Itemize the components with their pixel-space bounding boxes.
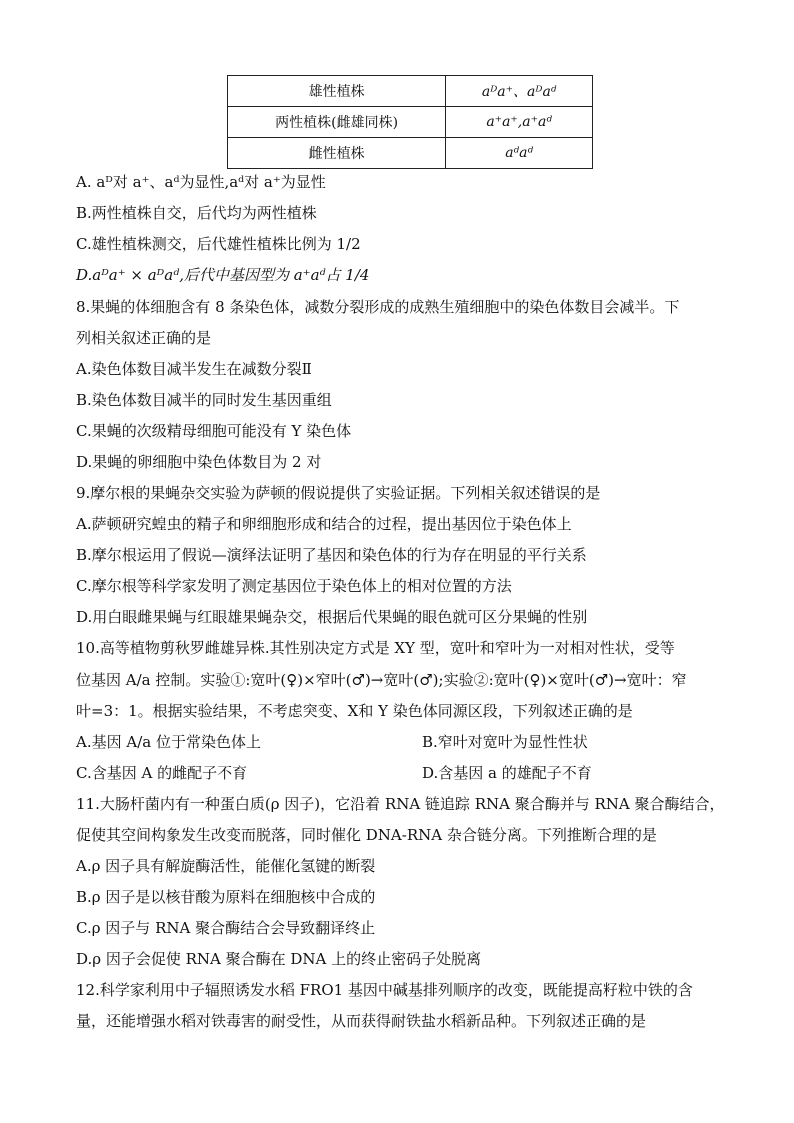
- q9-option-d: D.用白眼雌果蝇与红眼雄果蝇杂交，根据后代果蝇的眼色就可区分果蝇的性别: [76, 608, 588, 626]
- q10-option-b: B.窄叶对宽叶为显性性状: [422, 733, 588, 751]
- table-row: [228, 76, 593, 107]
- table-row: [228, 138, 593, 169]
- table-cell: 雄性植株: [228, 76, 446, 107]
- q10-option-c: C.含基因 A 的雌配子不育: [76, 764, 248, 782]
- q11-stem-line2: 促使其空间构象发生改变而脱落，同时催化 DNA-RNA 杂合链分离。下列推断合理的是: [76, 826, 657, 844]
- q7-option-d: D.aᴰa⁺ × aᴰaᵈ,后代中基因型为 a⁺aᵈ占 1/4: [76, 266, 370, 284]
- q10-stem-line2: 位基因 A/a 控制。实验①:宽叶(♀)×窄叶(♂)→宽叶(♂);实验②:宽叶(♀)×宽叶(♂)→宽叶：窄: [76, 671, 687, 689]
- q11-option-d: D.ρ 因子会促使 RNA 聚合酶在 DNA 上的终止密码子处脱离: [76, 950, 482, 968]
- table-cell: a⁺a⁺,a⁺aᵈ: [446, 107, 593, 138]
- q10-option-a: A.基因 A/a 位于常染色体上: [76, 733, 261, 751]
- q7-option-a: A. aᴰ对 a⁺、aᵈ为显性,aᵈ对 a⁺为显性: [76, 173, 326, 191]
- table-cell: 两性植株(雌雄同株): [228, 107, 446, 138]
- q11-option-b: B.ρ 因子是以核苷酸为原料在细胞核中合成的: [76, 888, 376, 906]
- q8-stem-line2: 列相关叙述正确的是: [76, 329, 212, 347]
- table-cell: aᵈaᵈ: [446, 138, 593, 169]
- q8-option-c: C.果蝇的次级精母细胞可能没有 Y 染色体: [76, 422, 352, 440]
- q8-option-d: D.果蝇的卵细胞中染色体数目为 2 对: [76, 453, 322, 471]
- q9-option-b: B.摩尔根运用了假说—演绎法证明了基因和染色体的行为存在明显的平行关系: [76, 546, 587, 564]
- q8-option-b: B.染色体数目减半的同时发生基因重组: [76, 391, 332, 409]
- q7-option-b: B.两性植株自交，后代均为两性植株: [76, 204, 317, 222]
- table-cell: aᴰa⁺、aᴰaᵈ: [446, 76, 593, 107]
- q8-option-a: A.染色体数目减半发生在减数分裂Ⅱ: [76, 360, 312, 378]
- q12-stem-line2: 量，还能增强水稻对铁毒害的耐受性，从而获得耐铁盐水稻新品种。下列叙述正确的是: [76, 1012, 647, 1030]
- q12-stem-line1: 12.科学家利用中子辐照诱发水稻 FRO1 基因中碱基排列顺序的改变，既能提高籽粒中铁的含: [76, 981, 693, 999]
- q11-option-c: C.ρ 因子与 RNA 聚合酶结合会导致翻译终止: [76, 919, 376, 937]
- q9-stem: 9.摩尔根的果蝇杂交实验为萨顿的假说提供了实验证据。下列相关叙述错误的是: [76, 484, 601, 502]
- q8-stem-line1: 8.果蝇的体细胞含有 8 条染色体，减数分裂形成的成熟生殖细胞中的染色体数目会减半。下: [76, 298, 680, 316]
- table-row: [228, 107, 593, 138]
- q11-option-a: A.ρ 因子具有解旋酶活性，能催化氢键的断裂: [76, 857, 376, 875]
- q11-stem-line1: 11.大肠杆菌内有一种蛋白质(ρ 因子)，它沿着 RNA 链追踪 RNA 聚合酶并与 RNA 聚合酶结合，: [76, 795, 725, 813]
- q7-option-c: C.雄性植株测交，后代雄性植株比例为 1/2: [76, 235, 361, 253]
- q10-stem-line1: 10.高等植物剪秋罗雌雄异株.其性别决定方式是 XY 型，宽叶和窄叶为一对相对性状，受等: [76, 639, 675, 657]
- q9-option-a: A.萨顿研究蝗虫的精子和卵细胞形成和结合的过程，提出基因位于染色体上: [76, 515, 572, 533]
- q9-option-c: C.摩尔根等科学家发明了测定基因位于染色体上的相对位置的方法: [76, 577, 512, 595]
- genotype-table: [227, 75, 593, 169]
- q10-stem-line3: 叶=3：1。根据实验结果，不考虑突变、X和 Y 染色体同源区段，下列叙述正确的是: [76, 702, 633, 720]
- q10-option-d: D.含基因 a 的雄配子不育: [422, 764, 592, 782]
- table-cell: 雌性植株: [228, 138, 446, 169]
